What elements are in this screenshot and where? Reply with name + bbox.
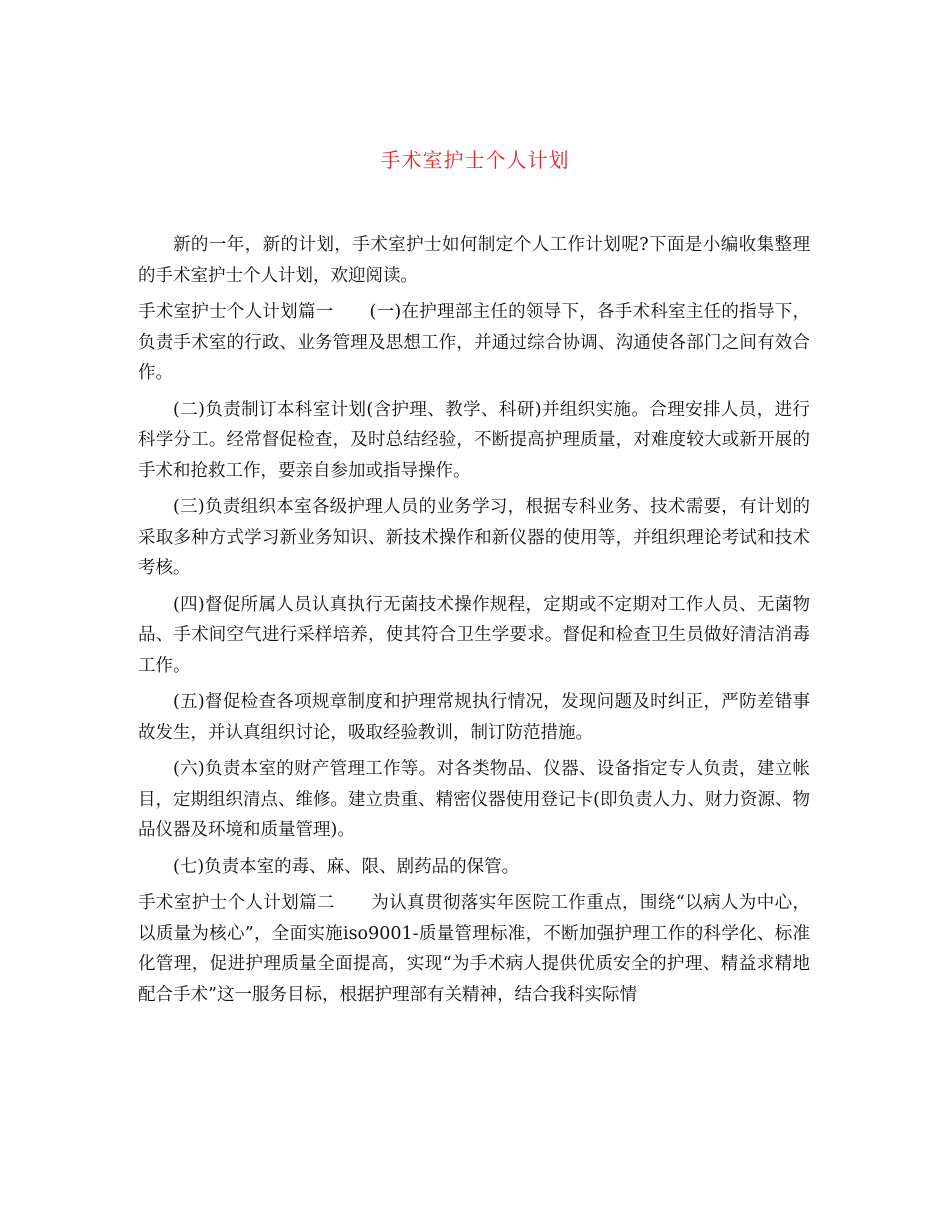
- section-1-item-3: (三)负责组织本室各级护理人员的业务学习，根据专科业务、技术需要，有计划的采取多种方式学习新业务知识、新技术操作和新仪器的使用等，并组织理论考试和技术考核。: [138, 497, 810, 578]
- section-1-item-4: (四)督促所属人员认真执行无菌技术操作规程，定期或不定期对工作人员、无菌物品、手术间空气进行采样培养，使其符合卫生学要求。督促和检查卫生员做好清洁消毒工作。: [138, 594, 810, 676]
- document-body: [138, 230, 810, 1016]
- section-1-item-7: (七)负责本室的毒、麻、限、剧药品的保管。: [173, 856, 520, 877]
- section-2-paragraph: [138, 888, 810, 1010]
- section-2-text: 为认真贯彻落实年医院工作重点，围绕“以病人为中心，以质量为核心”，全面实施iso9001-质量管理标准，不断加强护理工作的科学化、标准化管理，促进护理质量全面提高，实现“为手术病人提供优质安全的护理、精益求精地配合手术”这一服务目标，根据护理部有关精神，结合我科实际情: [138, 893, 810, 1005]
- section-1-item-6: (六)负责本室的财产管理工作等。对各类物品、仪器、设备指定专人负责，建立帐目，定期组织清点、维修。建立贵重、精密仪器使用登记卡(即负责人力、财力资源、物品仪器及环境和质量管理)。: [138, 759, 810, 840]
- section-1-item-5: (五)督促检查各项规章制度和护理常规执行情况，发现问题及时纠正，严防差错事故发生，并认真组织讨论，吸取经验教训，制订防范措施。: [138, 692, 810, 743]
- page-title: 手术室护士个人计划: [380, 148, 570, 172]
- intro-paragraph: 新的一年，新的计划，手术室护士如何制定个人工作计划呢?下面是小编收集整理的手术室护士个人计划，欢迎阅读。: [138, 235, 810, 286]
- section-2-heading: 手术室护士个人计划篇二: [138, 893, 335, 913]
- section-1-item-1: (一)在护理部主任的领导下，各手术科室主任的指导下，负责手术室的行政、业务管理及思想工作，并通过综合协调、沟通使各部门之间有效合作。: [138, 302, 811, 383]
- section-1-item-2: (二)负责制订本科室计划(含护理、教学、科研)并组织实施。合理安排人员，进行科学分工。经常督促检查，及时总结经验，不断提高护理质量，对难度较大或新开展的手术和抢救工作，要亲自参加或指导操作。: [138, 399, 810, 481]
- section-1-paragraph: [138, 297, 810, 389]
- section-1-heading: 手术室护士个人计划篇一: [138, 302, 334, 322]
